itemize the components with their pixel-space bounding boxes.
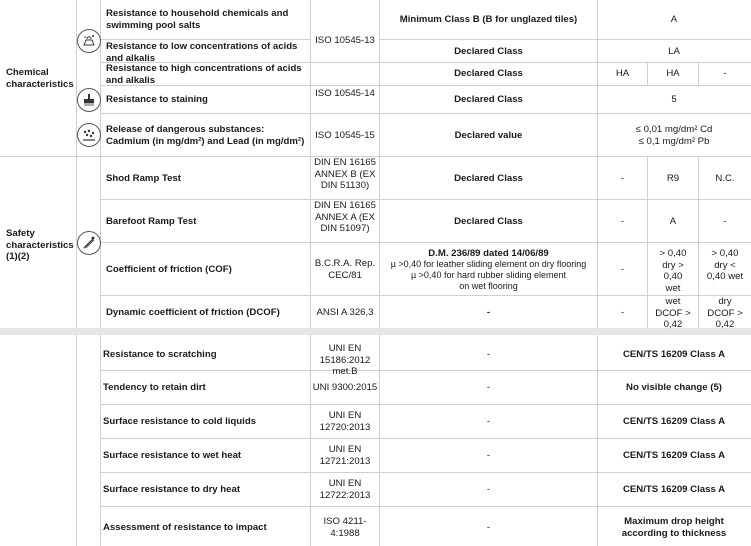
method-uni-12721: UNI EN 12721:2013: [319, 444, 371, 467]
method-iso-10545-13: ISO 10545-13: [315, 35, 375, 46]
value-high-acids-2: HA: [666, 68, 680, 79]
requirement-min-class-b: Minimum Class B (B for unglazed tiles): [399, 14, 578, 25]
row-divider: [100, 404, 751, 405]
column-divider: [647, 62, 648, 85]
requirement-declared-class: Declared Class: [454, 68, 523, 79]
value-cadmium: ≤ 0,01 mg/dm² Cd: [635, 124, 713, 135]
property-cold-liquids: Surface resistance to cold liquids: [103, 416, 257, 427]
requirement-dash: -: [486, 522, 491, 533]
value-cold-liquids: CEN/TS 16209 Class A: [622, 416, 726, 427]
requirement-dm-236-89: D.M. 236/89 dated 14/06/89: [428, 248, 549, 259]
property-shod-ramp: Shod Ramp Test: [106, 173, 181, 184]
column-divider: [597, 0, 598, 328]
value-cof-2: > 0,40 dry > 0,40 wet: [659, 248, 687, 294]
property-dangerous-substances: Release of dangerous substances: Cadmium (in mg/dm²) and Lead (in mg/dm²): [106, 124, 305, 147]
property-impact: Assessment of resistance to impact: [103, 522, 267, 533]
chemical-splash-icon: [77, 29, 101, 53]
group-label-safety: Safety characteristics (1)(2): [6, 228, 74, 262]
requirement-declared-value: Declared value: [454, 130, 523, 141]
value-wet-heat: CEN/TS 16209 Class A: [622, 450, 726, 461]
section-separator: [0, 328, 751, 335]
requirement-rubber-wet: µ >0,40 for hard rubber sliding element: [410, 270, 567, 280]
value-impact: Maximum drop height according to thickness: [621, 516, 727, 539]
slip-safety-icon: [77, 231, 101, 255]
value-barefoot-1: -: [620, 216, 625, 227]
requirement-dash: -: [486, 450, 491, 461]
property-low-acids: Resistance to low concentrations of acids and alkalis: [106, 41, 298, 64]
requirement-dash: -: [486, 307, 491, 318]
value-lead: ≤ 0,1 mg/dm² Pb: [638, 136, 710, 147]
column-divider: [310, 0, 311, 328]
requirement-declared-class: Declared Class: [454, 94, 523, 105]
method-iso-10545-15: ISO 10545-15: [315, 130, 375, 141]
column-divider: [698, 62, 699, 85]
row-divider: [100, 242, 751, 243]
value-cof-3: > 0,40 dry < 0,40 wet: [706, 248, 744, 282]
row-divider: [100, 295, 751, 296]
method-ansi: ANSI A 326,3: [316, 307, 374, 318]
column-divider: [379, 335, 380, 546]
value-dcof-2: wet DCOF > 0,42: [655, 296, 691, 330]
cleaning-brush-icon: [77, 88, 101, 112]
requirement-declared-class: Declared Class: [454, 173, 523, 184]
method-uni-12720: UNI EN 12720:2013: [319, 410, 371, 433]
value-cof-1: -: [620, 264, 625, 275]
method-din-annex-b: DIN EN 16165 ANNEX B (EX DIN 51130): [314, 157, 376, 191]
requirement-dash: -: [486, 416, 491, 427]
group-label-chemical: Chemical characteristics: [6, 67, 74, 90]
value-barefoot-3: -: [723, 216, 727, 227]
requirement-declared-class: Declared Class: [454, 46, 523, 57]
column-divider: [100, 335, 101, 546]
value-dry-heat: CEN/TS 16209 Class A: [622, 484, 726, 495]
method-uni-12722: UNI EN 12722:2013: [319, 478, 371, 501]
column-divider: [100, 0, 101, 328]
value-dcof-3: dry DCOF > 0,42: [707, 296, 743, 330]
value-staining: 5: [671, 94, 677, 105]
row-divider: [100, 472, 751, 473]
property-household-chemicals: Resistance to household chemicals and swimming pool salts: [106, 8, 289, 31]
dangerous-particles-icon: [77, 123, 101, 147]
property-cof: Coefficient of friction (COF): [106, 264, 232, 275]
column-divider: [76, 0, 77, 328]
value-high-acids-1: HA: [615, 68, 630, 79]
requirement-wet-flooring: on wet flooring: [459, 281, 518, 291]
value-scratching: CEN/TS 16209 Class A: [622, 349, 726, 360]
property-dcof: Dynamic coefficient of friction (DCOF): [106, 307, 280, 318]
value-dcof-1: -: [620, 307, 625, 318]
property-scratching: Resistance to scratching: [103, 349, 217, 360]
value-shod-1: -: [620, 173, 625, 184]
column-divider: [647, 156, 648, 328]
value-low-acids: LA: [668, 46, 680, 57]
column-divider: [310, 335, 311, 546]
row-divider: [100, 438, 751, 439]
column-divider: [698, 156, 699, 328]
method-iso-10545-14: ISO 10545-14: [315, 88, 375, 99]
row-divider: [100, 113, 751, 114]
property-barefoot-ramp: Barefoot Ramp Test: [106, 216, 197, 227]
value-retain-dirt: No visible change (5): [626, 382, 722, 393]
property-staining: Resistance to staining: [106, 94, 208, 105]
row-divider: [379, 39, 751, 40]
method-uni-15186: UNI EN 15186:2012 met.B: [319, 343, 371, 377]
value-shod-3: N.C.: [715, 173, 735, 184]
method-uni-9300: UNI 9300:2015: [312, 382, 378, 393]
value-shod-2: R9: [666, 173, 680, 184]
property-wet-heat: Surface resistance to wet heat: [103, 450, 242, 461]
column-divider: [76, 335, 77, 546]
row-divider: [100, 506, 751, 507]
value-barefoot-2: A: [669, 216, 677, 227]
requirement-dash: -: [486, 382, 491, 393]
column-divider: [597, 335, 598, 546]
value-high-acids-3: -: [723, 68, 727, 79]
requirement-declared-class: Declared Class: [454, 216, 523, 227]
requirement-dash: -: [486, 484, 491, 495]
method-iso-4211: ISO 4211-4:1988: [323, 516, 367, 539]
property-high-acids: Resistance to high concentrations of acids and alkalis: [106, 63, 302, 86]
value-household-chemicals: A: [670, 14, 678, 25]
row-divider: [100, 199, 751, 200]
method-din-annex-a: DIN EN 16165 ANNEX A (EX DIN 51097): [314, 200, 376, 234]
method-bcra: B.C.R.A. Rep. CEC/81: [314, 258, 376, 281]
property-retain-dirt: Tendency to retain dirt: [103, 382, 206, 393]
requirement-leather-dry: µ >0,40 for leather sliding element on dry flooring: [390, 259, 587, 269]
requirement-dash: -: [486, 349, 491, 360]
column-divider: [379, 0, 380, 328]
property-dry-heat: Surface resistance to dry heat: [103, 484, 241, 495]
row-divider: [100, 370, 751, 371]
row-divider: [100, 39, 310, 40]
